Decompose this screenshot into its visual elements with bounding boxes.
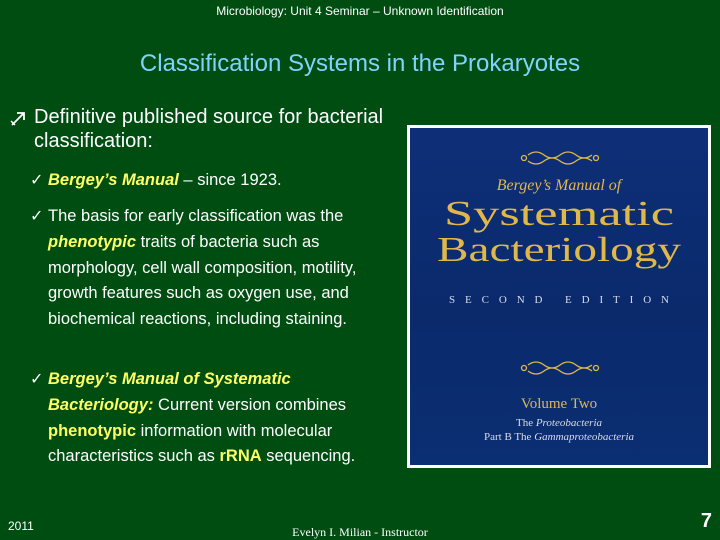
book-volume: Volume Two [520, 396, 598, 412]
sub3-text-a: Current version combines [153, 395, 347, 414]
arrow-bullet-icon [8, 105, 30, 129]
footer-year: 2011 [8, 519, 34, 533]
book-subtitle-a: The Proteobacteria [515, 417, 603, 429]
book-cover-art [410, 128, 708, 465]
sub-bullet-1 [30, 168, 398, 194]
book-cover [410, 128, 708, 465]
sub3-bold-rrna: rRNA [219, 447, 262, 466]
book-cover-image [407, 125, 711, 468]
book-title-line2: Systematic [444, 194, 674, 233]
sub3-text-b: information with molecular characteristics such as [48, 421, 333, 466]
sub1-text: – since 1923. [178, 171, 282, 189]
book-edition: SECOND EDITION [449, 294, 669, 306]
sub3-bold-phenotypic: phenotypic [48, 421, 137, 440]
main-bullet-text: Definitive published source for bacterial classification: [34, 106, 384, 152]
book-title-line3: Bacteriology [437, 230, 682, 269]
check-icon: ✓ [30, 208, 44, 225]
course-header: Microbiology: Unit 4 Seminar – Unknown Identification [216, 4, 504, 18]
sub1-emphasis: Bergey’s Manual [48, 171, 179, 189]
sub-bullet-2 [30, 204, 398, 333]
sub3-text-c: sequencing. [261, 447, 356, 466]
book-subtitle-b: Part B The Gammaproteobacteria [483, 431, 635, 443]
sub2-text-b: traits of bacteria such as morphology, cell wall composition, motility, growth features such as oxygen use, and biochemical reactions, including staining. [48, 232, 357, 329]
check-icon: ✓ [30, 172, 44, 189]
slide-title: Classification Systems in the Prokaryotes [139, 50, 581, 77]
ornament-bottom-icon [522, 362, 599, 374]
check-icon: ✓ [30, 371, 44, 388]
ornament-top-icon [522, 152, 599, 164]
sub2-text-a: The basis for early classification was the [48, 207, 344, 225]
footer-author: Evelyn I. Milian - Instructor [292, 525, 428, 539]
sub3-emphasis: Bergey’s Manual of Systematic Bacteriology: [48, 370, 291, 414]
sub-bullet-3 [30, 367, 398, 470]
main-bullet [8, 105, 388, 153]
sub2-emphasis: phenotypic [48, 232, 137, 251]
page-number: 7 [700, 510, 712, 532]
book-title-line1: Bergey’s Manual of [496, 177, 622, 194]
